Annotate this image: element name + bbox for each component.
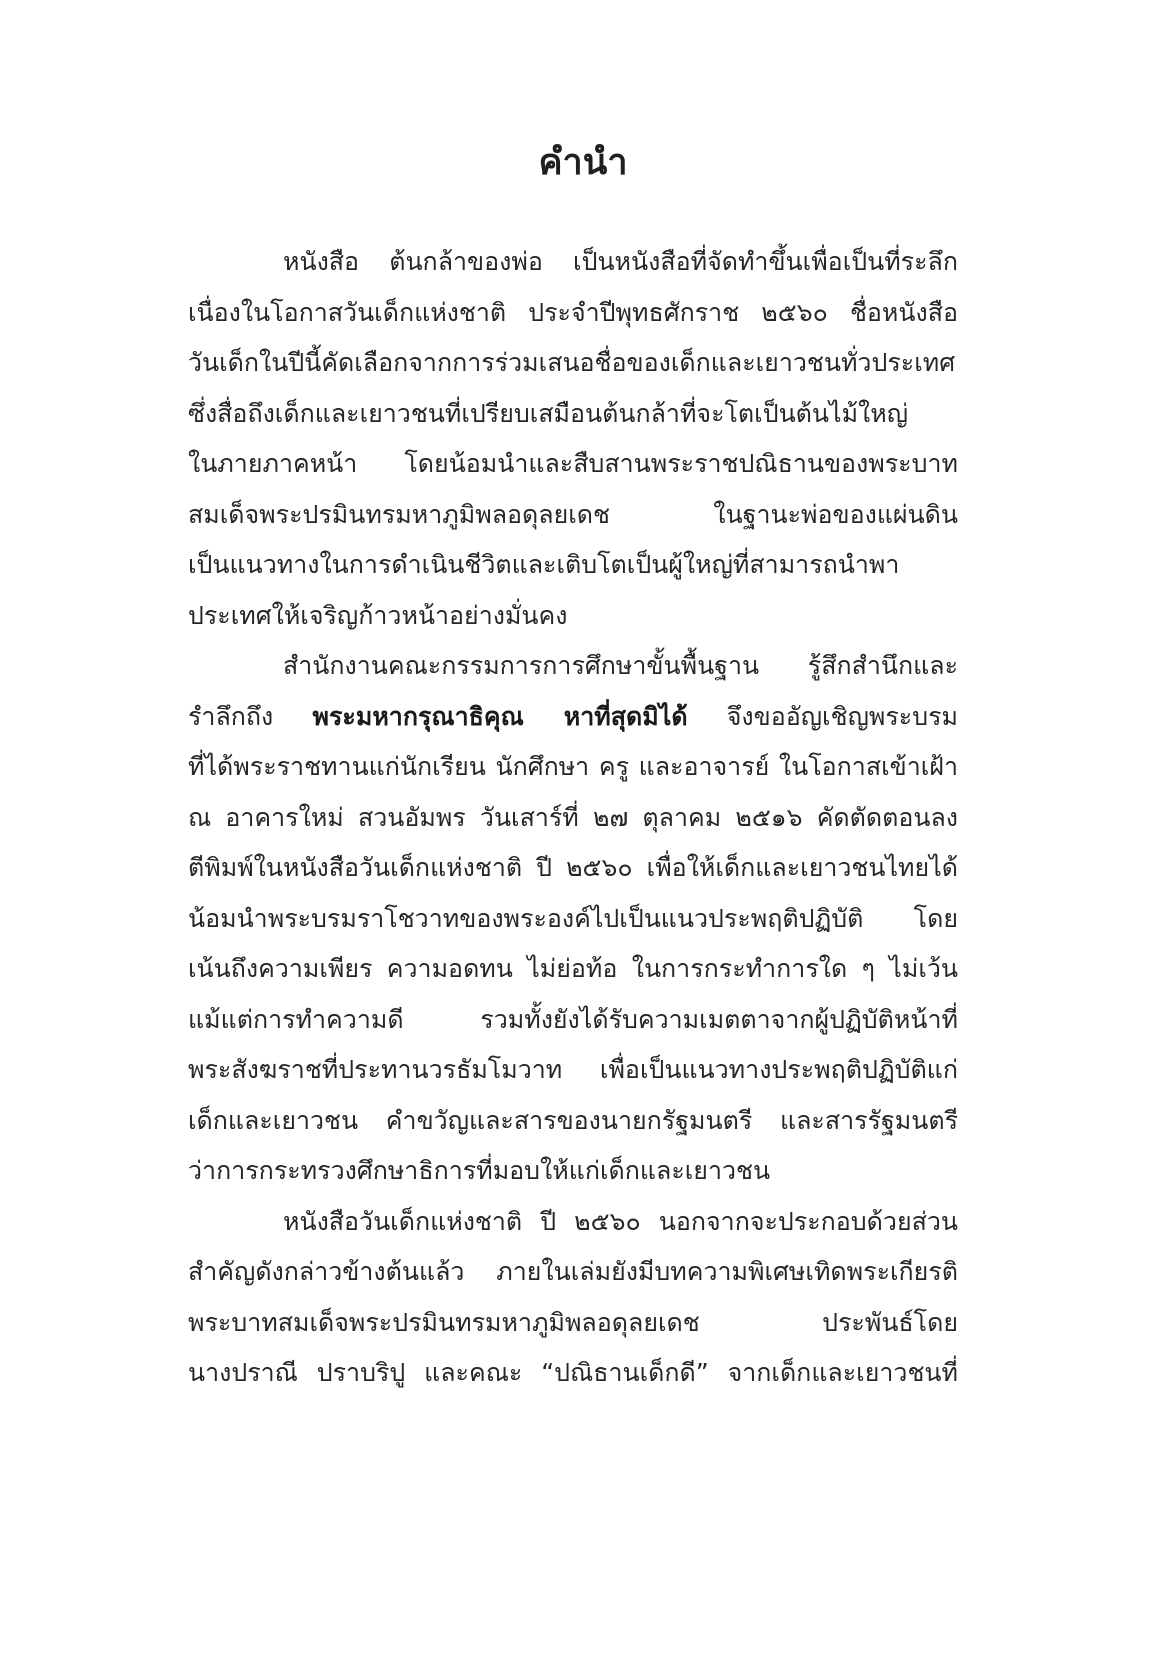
paragraph-1 <box>188 237 958 641</box>
text-line: ในภายภาคหน้า โดยน้อมนำและสืบสานพระราชปณิธานของพระบาท <box>188 449 958 478</box>
text-line: หนังสือ ต้นกล้าของพ่อ เป็นหนังสือที่จัดทำขึ้นเพื่อเป็นที่ระลึก <box>283 247 958 276</box>
text-line: สำคัญดังกล่าวข้างต้นแล้ว ภายในเล่มยังมีบทความพิเศษเทิดพระเกียรติ <box>188 1257 958 1286</box>
text-line: ประเทศให้เจริญก้าวหน้าอย่างมั่นคง <box>188 600 568 630</box>
text-line: ตีพิมพ์ในหนังสือวันเด็กแห่งชาติ ปี ๒๕๖๐ เพื่อให้เด็กและเยาวชนไทยได้ <box>188 853 958 882</box>
text-line: สมเด็จพระปรมินทรมหาภูมิพลอดุลยเดช ในฐานะพ่อของแผ่นดิน <box>188 499 958 529</box>
text-line: พระบาทสมเด็จพระปรมินทรมหาภูมิพลอดุลยเดช ประพันธ์โดย <box>188 1307 958 1337</box>
text-line: วันเด็กในปีนี้คัดเลือกจากการร่วมเสนอชื่อของเด็กและเยาวชนทั่วประเทศ <box>188 348 956 377</box>
text-line: เด็กและเยาวชน คำขวัญและสารของนายกรัฐมนตรี และสารรัฐมนตรี <box>188 1105 958 1135</box>
page-title: คำนำ <box>538 142 628 183</box>
preface-body <box>188 237 958 1399</box>
text-line: ณ อาคารใหม่ สวนอัมพร วันเสาร์ที่ ๒๗ ตุลาคม ๒๕๑๖ คัดตัดตอนลง <box>188 802 958 832</box>
text-line: น้อมนำพระบรมราโชวาทของพระองค์ไปเป็นแนวประพฤติปฏิบัติ โดย <box>188 903 958 933</box>
text-line: ที่ได้พระราชทานแก่นักเรียน นักศึกษา ครู และอาจารย์ ในโอกาสเข้าเฝ้า <box>188 752 958 781</box>
paragraph-2 <box>188 641 958 1197</box>
text-segment: จึงขออัญเชิญพระบรม <box>726 701 958 731</box>
text-line: เป็นแนวทางในการดำเนินชีวิตและเติบโตเป็นผู้ใหญ่ที่สามารถนำพา <box>188 550 900 579</box>
text-line: หนังสือวันเด็กแห่งชาติ ปี ๒๕๖๐ นอกจากจะประกอบด้วยส่วน <box>283 1206 958 1236</box>
text-line: ซึ่งสื่อถึงเด็กและเยาวชนที่เปรียบเสมือนต้นกล้าที่จะโตเป็นต้นไม้ใหญ่ <box>188 398 909 428</box>
text-line: สำนักงานคณะกรรมการการศึกษาขั้นพื้นฐาน รู้สึกสำนึกและ <box>283 651 958 680</box>
text-line <box>188 692 958 743</box>
text-line: ว่าการกระทรวงศึกษาธิการที่มอบให้แก่เด็กและเยาวชน <box>188 1156 771 1185</box>
text-line: แม้แต่การทำความดี รวมทั้งยังได้รับความเมตตาจากผู้ปฏิบัติหน้าที่ <box>188 1004 958 1034</box>
emphasis-text: พระมหากรุณาธิคุณ หาที่สุดมิได้ <box>312 701 688 731</box>
text-segment: รำลึกถึง <box>188 701 274 731</box>
text-line: เน้นถึงความเพียร ความอดทน ไม่ย่อท้อ ในการกระทำการใด ๆ ไม่เว้น <box>188 954 958 983</box>
paragraph-3 <box>188 1197 958 1399</box>
text-line: พระสังฆราชที่ประทานวรธัมโมวาท เพื่อเป็นแนวทางประพฤติปฏิบัติแก่ <box>188 1055 958 1084</box>
text-line: เนื่องในโอกาสวันเด็กแห่งชาติ ประจำปีพุทธศักราช ๒๕๖๐ ชื่อหนังสือ <box>188 297 958 327</box>
text-line: นางปราณี ปราบริปู และคณะ “ปณิธานเด็กดี” จากเด็กและเยาวชนที่ <box>188 1358 958 1387</box>
